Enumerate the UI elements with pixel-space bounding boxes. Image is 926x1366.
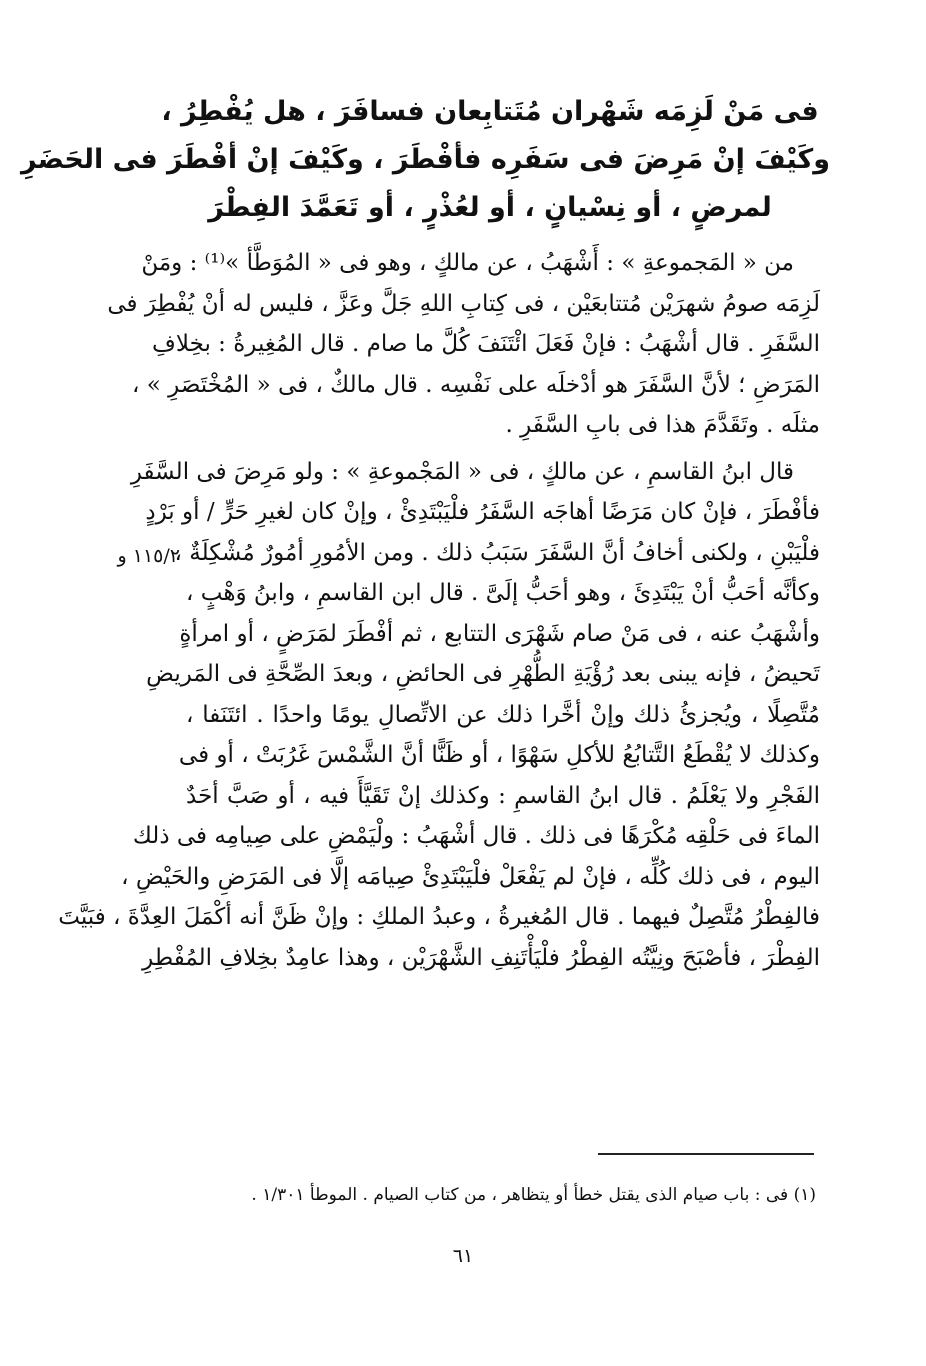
text-line: فأفْطَرَ ، فإنْ كان مَرَضًا أهاجَه السَّفَرُ فلْيَبْتَدِئْ ، وإنْ كان لغيرِ حَرٍّ / أو بَرْدٍ — [145, 499, 820, 525]
title-line: وكَيْفَ إنْ مَرِضَ فى سَفَرِه فأفْطَرَ ، وكَيْفَ إنْ أفْطَرَ فى الحَضَرِ — [21, 144, 830, 175]
title-line: لمرضٍ ، أو نِسْيانٍ ، أو لعُذْرٍ ، أو تَعَمَّدَ الفِطْرَ — [208, 192, 772, 223]
text-line: مُتَّصِلًا ، ويُجزئُ ذلك وإنْ أخَّرا ذلك عن الاتِّصالِ يومًا واحدًا . ائتَنَفا ، — [186, 701, 820, 728]
text-line: تَحيضُ ، فإنه يبنى بعد رُؤْيَةِ الطُّهْرِ فى الحائضِ ، وبعدَ الصِّحَّةِ فى المَريضِ — [146, 661, 820, 687]
margin-manuscript-reference: ١١٥/٢ و — [117, 545, 180, 567]
text-line: فالفِطْرُ مُتَّصِلٌ فيهما . قال المُغيرةُ ، وعبدُ الملكِ : وإنْ ظَنَّ أنه أكْمَلَ العِدَّةَ ، فبَيَّتَ — [58, 904, 820, 930]
text-line: فلْيَبْنِ ، ولكنى أخافُ أنَّ السَّفَرَ سَبَبُ ذلك . ومن الأمُورِ أمُورٌ مُشْكِلَةٌ ، — [174, 539, 820, 566]
text-line: قال ابنُ القاسمِ ، عن مالكٍ ، فى « المَجْموعةِ » : ولو مَرِضَ فى السَّفَرِ — [130, 458, 794, 485]
chapter-title — [21, 88, 830, 232]
text-line: الفِطْرَ ، فأصْبَحَ ونِيَّتُه الفِطْرُ فلْيَأْتَنِفِ الشَّهْرَيْن ، وهذا عامِدٌ بخِلافِ المُفْطِرِ — [142, 944, 820, 971]
text-line: الفَجْرِ ولا يَعْلَمُ . قال ابنُ القاسمِ : وكذلك إنْ تَقَيَّأَ فيه ، أو صَبَّ أحَدٌ — [186, 782, 820, 809]
footnote-divider — [598, 1153, 814, 1155]
text-line: من « المَجموعةِ » : أَشْهَبُ ، عن مالكٍ ، وهو فى « المُوَطَّأ »⁽¹⁾ : ومَنْ — [141, 250, 794, 276]
paragraph — [107, 243, 820, 446]
text-line: وأشْهَبُ عنه ، فى مَنْ صام شَهْرَى التتابع ، ثم أفْطَرَ لمَرَضٍ ، أو امرأةٍ — [179, 620, 820, 647]
text-line: وكأنَّه أحَبُّ أنْ يَبْتَدِئَ ، وهو أحَبُّ إلَىَّ . قال ابن القاسمِ ، وابنُ وَهْبٍ ، — [186, 580, 820, 606]
text-line: اليوم ، فى ذلك كُلِّه ، فإنْ لم يَفْعَلْ فلْيَبْتَدِئْ صِيامَه إلَّا فى المَرَضِ والحَيْضِ ، — [121, 863, 820, 890]
title-line: فى مَنْ لَزِمَه شَهْران مُتَتابِعان فسافَرَ ، هل يُفْطِرُ ، — [161, 96, 819, 127]
footnote: (١) فى : باب صيام الذى يقتل خطأ أو يتظاهر ، من كتاب الصيام . الموطأ ١/٣٠١ . — [251, 1185, 816, 1205]
text-line: السَّفَرِ . قال أشْهَبُ : فإنْ فَعَلَ ائْتَنَفَ كُلَّ ما صام . قال المُغِيرةُ : بخِلافِ — [152, 331, 820, 357]
text-line: الماءَ فى حَلْقِه مُكْرَهًا فى ذلك . قال أشْهَبُ : ولْيَمْضِ على صِيامِه فى ذلك — [132, 823, 820, 849]
text-line: وكذلك لا يُقْطَعُ التَّتابُعُ للأكلِ سَهْوًا ، أو ظَنًّا أنَّ الشَّمْسَ غَرُبَتْ ، أو فى — [178, 742, 820, 768]
text-line: مثلَه . وتَقَدَّمَ هذا فى بابِ السَّفَرِ . — [505, 412, 820, 438]
page-number: ٦١ — [452, 1245, 474, 1267]
text-line: المَرَضِ ؛ لأنَّ السَّفَرَ هو أدْخلَه على نَفْسِه . قال مالكٌ ، فى « المُخْتَصَرِ » ، — [132, 371, 820, 398]
text-line: لَزِمَه صومُ شهرَيْن مُتتابعَيْن ، فى كِتابِ اللهِ جَلَّ وعَزَّ ، فليس له أنْ يُفْطِرَ فى — [107, 290, 820, 317]
